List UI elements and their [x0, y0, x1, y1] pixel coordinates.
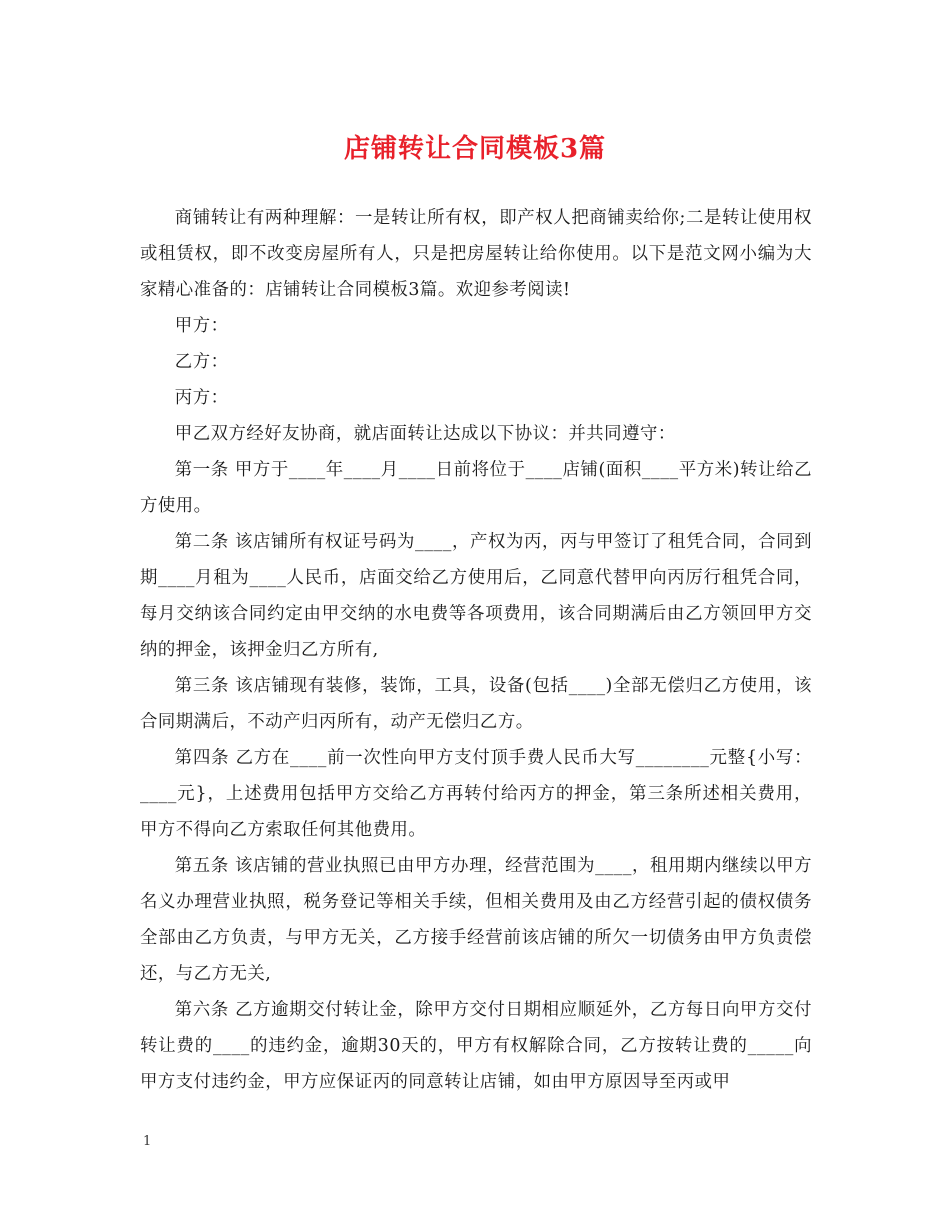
- clause-3: 第三条 该店铺现有装修，装饰，工具，设备(包括____)全部无偿归乙方使用，该合同期满后，不动产归丙所有，动产无偿归乙方。: [140, 676, 812, 732]
- document-body: [140, 200, 812, 1100]
- clause-4: 第四条 乙方在____前一次性向甲方支付顶手费人民币大写________元整{小写：____元}，上述费用包括甲方交给乙方再转付给丙方的押金，第三条所述相关费用，甲方不得向乙方索取任何其他费用。: [140, 748, 812, 840]
- clause-5: 第五条 该店铺的营业执照已由甲方办理，经营范围为____，租用期内继续以甲方名义办理营业执照，税务登记等相关手续，但相关费用及由乙方经营引起的债权债务全部由乙方负责，与甲方无关，乙方接手经营前该店铺的所欠一切债务由甲方负责偿还，与乙方无关,: [140, 856, 812, 984]
- document-title: 店铺转让合同模板3篇: [343, 134, 607, 164]
- party-c-line: 丙方：: [174, 388, 229, 408]
- clause-6: 第六条 乙方逾期交付转让金，除甲方交付日期相应顺延外，乙方每日向甲方交付转让费的____的违约金，逾期30天的，甲方有权解除合同，乙方按转让费的_____向甲方支付违约金，甲方应保证丙的同意转让店铺，如由甲方原因导至丙或甲: [140, 1000, 812, 1092]
- clause-2: 第二条 该店铺所有权证号码为____，产权为丙，丙与甲签订了租凭合同，合同到期____月租为____人民币，店面交给乙方使用后，乙同意代替甲向丙厉行租凭合同，每月交纳该合同约定由甲交纳的水电费等各项费用，该合同期满后由乙方领回甲方交纳的押金，该押金归乙方所有,: [140, 532, 812, 660]
- intro-paragraph: 商铺转让有两种理解：一是转让所有权，即产权人把商铺卖给你;二是转让使用权或租赁权，即不改变房屋所有人，只是把房屋转让给你使用。以下是范文网小编为大家精心准备的：店铺转让合同模板3篇。欢迎参考阅读!: [140, 208, 812, 300]
- page-number: 1: [143, 1134, 152, 1149]
- party-b-line: 乙方：: [174, 352, 229, 372]
- party-a-line: 甲方：: [174, 316, 229, 336]
- clause-1: 第一条 甲方于____年____月____日前将位于____店铺(面积____平方米)转让给乙方使用。: [140, 460, 812, 516]
- agreement-preamble: 甲乙双方经好友协商，就店面转让达成以下协议：并共同遵守：: [174, 424, 676, 444]
